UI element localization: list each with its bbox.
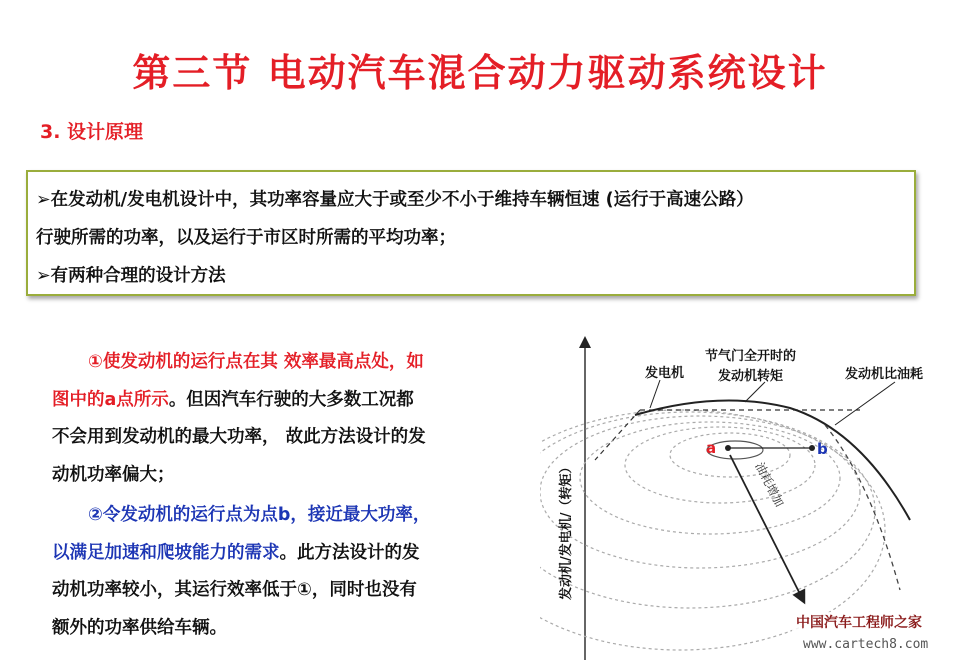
section-heading: 3. 设计原理 — [40, 121, 144, 143]
label-generator: 发电机 — [645, 366, 685, 381]
method-1-paragraph: ①使发动机的运行点在其 效率最高点处，如 图中的a点所示。但因汽车行驶的大多数工况都 不会用到发动机的最大功率， 故此方法设计的发 动机功率偏大； — [52, 352, 426, 485]
summary-line-1: ➢在发动机/发电机设计中，其功率容量应大于或至少不小于维持车辆恒速 (运行于高速公路） — [36, 190, 754, 210]
summary-line-2: 行驶所需的功率，以及运行于市区时所需的平均功率； — [36, 228, 456, 248]
label-bsfc: 发动机比油耗 — [845, 367, 924, 382]
page-title: 第三节 电动汽车混合动力驱动系统设计 — [132, 51, 828, 95]
bullet-icon: ➢ — [36, 266, 51, 286]
method-2-paragraph: ②令发动机的运行点为点b，接近最大功率， 以满足加速和爬坡能力的需求。此方法设计的发 动机功率较小，其运行效率低于①，同时也没有 额外的功率供给车辆。 — [52, 505, 431, 638]
summary-box — [26, 170, 916, 296]
summary-line-3: ➢有两种合理的设计方法 — [36, 266, 226, 286]
arrow-label: 油耗增加 — [752, 460, 787, 510]
watermark-url: www.cartech8.com — [803, 637, 929, 652]
point-b-label: b — [817, 440, 828, 458]
point-a-label: a — [706, 439, 717, 457]
bullet-icon: ➢ — [36, 190, 51, 210]
y-axis-label: 发动机/发电机/（转矩） — [559, 460, 574, 600]
label-throttle-line-2: 发动机转矩 — [718, 369, 784, 384]
label-throttle-line-1: 节气门全开时的 — [705, 349, 797, 364]
watermark-logo: 中国汽车工程师之家 — [792, 612, 926, 632]
